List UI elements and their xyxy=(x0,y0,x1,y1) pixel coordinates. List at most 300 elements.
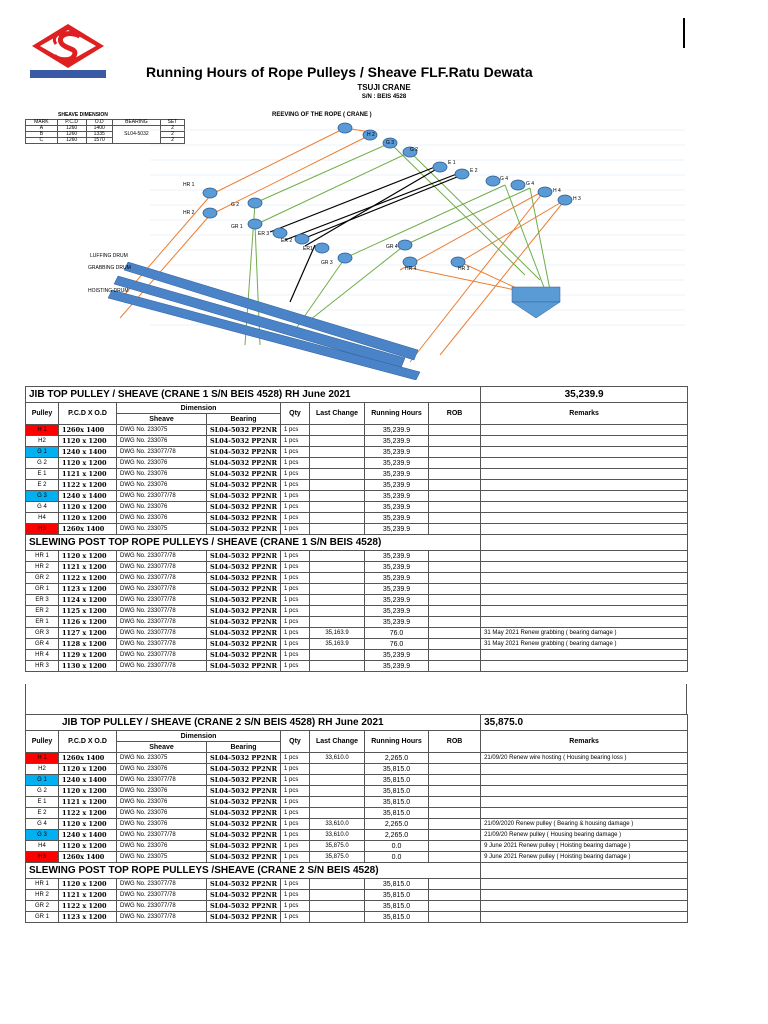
table-row xyxy=(26,562,688,573)
qty-cell: 1 pcs xyxy=(281,513,310,524)
pcd-cell: 1260x 1400 xyxy=(59,852,117,863)
sheave-cell: DWG No. 233076 xyxy=(117,786,207,797)
qty-cell: 1 pcs xyxy=(281,469,310,480)
col-bearing: Bearing xyxy=(207,742,281,753)
bearing-cell: SL04-5032 PP2NR xyxy=(207,808,281,819)
sheave-cell: DWG No. 233077/78 xyxy=(117,639,207,650)
sheave-cell: DWG No. 233077/78 xyxy=(117,650,207,661)
pcd-cell: 1240 x 1400 xyxy=(59,447,117,458)
last-change-cell xyxy=(310,890,365,901)
rob-cell xyxy=(429,890,481,901)
remarks-cell: 21/09/20 Renew wire hosting ( Housing bearing loss ) xyxy=(481,753,688,764)
remarks-cell xyxy=(481,901,688,912)
running-hours-cell: 35,239.9 xyxy=(365,606,429,617)
bearing-cell: SL04-5032 PP2NR xyxy=(207,797,281,808)
qty-cell: 1 pcs xyxy=(281,551,310,562)
running-hours-cell: 35,239.9 xyxy=(365,595,429,606)
bearing-cell: SL04-5032 PP2NR xyxy=(207,617,281,628)
last-change-cell xyxy=(310,491,365,502)
rob-cell xyxy=(429,819,481,830)
table-row xyxy=(26,797,688,808)
table-row xyxy=(26,502,688,513)
pcd-cell: 1120 x 1200 xyxy=(59,841,117,852)
remarks-cell xyxy=(481,912,688,923)
pcd-cell: 1125 x 1200 xyxy=(59,606,117,617)
remarks-cell xyxy=(481,890,688,901)
label-hr1: HR 1 xyxy=(183,182,195,188)
sheave-cell: DWG No. 233075 xyxy=(117,753,207,764)
running-hours-cell: 0.0 xyxy=(365,852,429,863)
rob-cell xyxy=(429,458,481,469)
section-total-empty xyxy=(481,863,688,879)
qty-cell: 1 pcs xyxy=(281,639,310,650)
sheave-cell: DWG No. 233077/78 xyxy=(117,628,207,639)
running-hours-cell: 35,239.9 xyxy=(365,513,429,524)
crane2-jib-table xyxy=(25,714,688,923)
pulley-cell: GR 2 xyxy=(26,573,59,584)
remarks-cell xyxy=(481,617,688,628)
table-row xyxy=(26,890,688,901)
sd-header: BEARING xyxy=(112,120,160,126)
remarks-cell xyxy=(481,562,688,573)
qty-cell: 1 pcs xyxy=(281,617,310,628)
running-hours-cell: 0.0 xyxy=(365,841,429,852)
last-change-cell xyxy=(310,513,365,524)
last-change-cell xyxy=(310,775,365,786)
pulley-cell: ER 3 xyxy=(26,595,59,606)
section-title: SLEWING POST TOP ROPE PULLEYS / SHEAVE (CRANE 1 S/N BEIS 4528) xyxy=(26,535,481,551)
rob-cell xyxy=(429,513,481,524)
pcd-cell: 1121 x 1200 xyxy=(59,562,117,573)
bearing-cell: SL04-5032 PP2NR xyxy=(207,480,281,491)
running-hours-cell: 35,239.9 xyxy=(365,436,429,447)
sheave-cell: DWG No. 233077/78 xyxy=(117,606,207,617)
table-row xyxy=(26,753,688,764)
sheave-cell: DWG No. 233077/78 xyxy=(117,551,207,562)
bearing-cell: SL04-5032 PP2NR xyxy=(207,753,281,764)
last-change-cell xyxy=(310,595,365,606)
last-change-cell: 33,610.0 xyxy=(310,753,365,764)
section-total: 35,239.9 xyxy=(481,387,688,403)
spacer-band xyxy=(25,684,687,714)
table-row xyxy=(26,584,688,595)
table-row xyxy=(26,447,688,458)
remarks-cell xyxy=(481,595,688,606)
pcd-cell: 1260x 1400 xyxy=(59,524,117,535)
remarks-cell xyxy=(481,458,688,469)
remarks-cell xyxy=(481,661,688,672)
pcd-cell: 1240 x 1400 xyxy=(59,775,117,786)
sheave-cell: DWG No. 233077/78 xyxy=(117,879,207,890)
remarks-cell xyxy=(481,436,688,447)
pcd-cell: 1120 x 1200 xyxy=(59,458,117,469)
crane1-jib-table xyxy=(25,386,688,672)
rob-cell xyxy=(429,661,481,672)
pulley-cell: G 1 xyxy=(26,447,59,458)
pcd-cell: 1240 x 1400 xyxy=(59,491,117,502)
pcd-cell: 1129 x 1200 xyxy=(59,650,117,661)
remarks-cell xyxy=(481,808,688,819)
label-hoisting-drum: HOISTING DRUM xyxy=(88,288,129,294)
sheave-dimension-title: SHEAVE DIMENSION xyxy=(58,112,108,118)
bearing-cell: SL04-5032 PP2NR xyxy=(207,562,281,573)
rob-cell xyxy=(429,606,481,617)
crane1-jib-rows xyxy=(26,425,688,535)
col-running-hours: Running Hours xyxy=(365,403,429,425)
bearing-cell: SL04-5032 PP2NR xyxy=(207,890,281,901)
running-hours-cell: 35,239.9 xyxy=(365,584,429,595)
label-hr4: HR 4 xyxy=(405,266,417,272)
qty-cell: 1 pcs xyxy=(281,797,310,808)
bearing-cell: SL04-5032 PP2NR xyxy=(207,425,281,436)
pcd-cell: 1126 x 1200 xyxy=(59,617,117,628)
label-h4: H 4 xyxy=(553,188,561,194)
rob-cell xyxy=(429,573,481,584)
table-row xyxy=(26,764,688,775)
running-hours-cell: 35,239.9 xyxy=(365,650,429,661)
running-hours-cell: 35,239.9 xyxy=(365,524,429,535)
label-e2: E 2 xyxy=(470,168,478,174)
sd-cell: 1260 xyxy=(57,126,86,132)
running-hours-cell: 35,815.0 xyxy=(365,786,429,797)
table-row xyxy=(26,513,688,524)
sd-cell: A xyxy=(26,126,58,132)
running-hours-cell: 35,815.0 xyxy=(365,808,429,819)
table-row xyxy=(26,879,688,890)
crane-serial: S/N : BEIS 4528 xyxy=(361,94,407,100)
bearing-cell: SL04-5032 PP2NR xyxy=(207,584,281,595)
running-hours-cell: 35,239.9 xyxy=(365,491,429,502)
sd-cell: 1260 xyxy=(57,132,86,138)
col-rob: ROB xyxy=(429,731,481,753)
table-row xyxy=(26,661,688,672)
bearing-cell: SL04-5032 PP2NR xyxy=(207,661,281,672)
sd-header: P.C.D xyxy=(57,120,86,126)
running-hours-cell: 35,239.9 xyxy=(365,551,429,562)
rob-cell xyxy=(429,830,481,841)
label-gr1: GR 1 xyxy=(231,224,243,230)
rob-cell xyxy=(429,491,481,502)
pulley-cell: G 2 xyxy=(26,786,59,797)
last-change-cell xyxy=(310,901,365,912)
table-row xyxy=(26,491,688,502)
label-h3: H 3 xyxy=(573,196,581,202)
table-row xyxy=(26,912,688,923)
rob-cell xyxy=(429,617,481,628)
label-gr4: GR 4 xyxy=(386,244,398,250)
qty-cell: 1 pcs xyxy=(281,595,310,606)
pulley-cell: E 1 xyxy=(26,469,59,480)
bearing-cell: SL04-5032 PP2NR xyxy=(207,912,281,923)
label-hr2: HR 2 xyxy=(183,210,195,216)
sheave-cell: DWG No. 233077/78 xyxy=(117,830,207,841)
pulley-cell: HR 2 xyxy=(26,890,59,901)
pulley-cell: G 3 xyxy=(26,830,59,841)
rob-cell xyxy=(429,551,481,562)
sd-cell: 1260 xyxy=(57,138,86,144)
table-row xyxy=(26,458,688,469)
remarks-cell xyxy=(481,447,688,458)
remarks-cell xyxy=(481,524,688,535)
qty-cell: 1 pcs xyxy=(281,764,310,775)
rob-cell xyxy=(429,901,481,912)
bearing-cell: SL04-5032 PP2NR xyxy=(207,436,281,447)
sd-cell: 2 xyxy=(160,132,184,138)
table-row xyxy=(26,841,688,852)
rob-cell xyxy=(429,425,481,436)
label-er3: ER 3 xyxy=(258,231,270,237)
pcd-cell: 1122 x 1200 xyxy=(59,901,117,912)
qty-cell: 1 pcs xyxy=(281,912,310,923)
bearing-cell: SL04-5032 PP2NR xyxy=(207,830,281,841)
qty-cell: 1 pcs xyxy=(281,628,310,639)
table-row xyxy=(26,901,688,912)
sheave-cell: DWG No. 233076 xyxy=(117,764,207,775)
last-change-cell xyxy=(310,606,365,617)
qty-cell: 1 pcs xyxy=(281,650,310,661)
rob-cell xyxy=(429,912,481,923)
table-row xyxy=(26,786,688,797)
pcd-cell: 1260x 1400 xyxy=(59,425,117,436)
last-change-cell xyxy=(310,650,365,661)
pulley-cell: G 1 xyxy=(26,775,59,786)
last-change-cell xyxy=(310,524,365,535)
last-change-cell xyxy=(310,912,365,923)
col-pulley: Pulley xyxy=(26,403,59,425)
sheave-cell: DWG No. 233077/78 xyxy=(117,562,207,573)
table-row xyxy=(26,650,688,661)
qty-cell: 1 pcs xyxy=(281,890,310,901)
pcd-cell: 1121 x 1200 xyxy=(59,797,117,808)
qty-cell: 1 pcs xyxy=(281,502,310,513)
label-er1: ER1 xyxy=(303,246,313,252)
running-hours-cell: 35,815.0 xyxy=(365,912,429,923)
pulley-cell: H2 xyxy=(26,436,59,447)
rob-cell xyxy=(429,808,481,819)
qty-cell: 1 pcs xyxy=(281,830,310,841)
remarks-cell: 31 May 2021 Renew grabbing ( bearing damage ) xyxy=(481,639,688,650)
qty-cell: 1 pcs xyxy=(281,491,310,502)
last-change-cell xyxy=(310,480,365,491)
pulley-cell: G 4 xyxy=(26,819,59,830)
table-row xyxy=(26,808,688,819)
label-grabbing-drum: GRABBING DRUM xyxy=(88,265,131,271)
sd-cell: C xyxy=(26,138,58,144)
pulley-cell: GR 3 xyxy=(26,628,59,639)
rob-cell xyxy=(429,469,481,480)
qty-cell: 1 pcs xyxy=(281,901,310,912)
sheave-cell: DWG No. 233077/78 xyxy=(117,661,207,672)
section-total: 35,875.0 xyxy=(481,715,688,731)
qty-cell: 1 pcs xyxy=(281,447,310,458)
qty-cell: 1 pcs xyxy=(281,524,310,535)
col-pulley: Pulley xyxy=(26,731,59,753)
label-g4-b: G 4 xyxy=(526,181,535,187)
qty-cell: 1 pcs xyxy=(281,584,310,595)
last-change-cell xyxy=(310,469,365,480)
pcd-cell: 1120 x 1200 xyxy=(59,819,117,830)
last-change-cell xyxy=(310,551,365,562)
sheave-cell: DWG No. 233077/78 xyxy=(117,447,207,458)
last-change-cell: 33,610.0 xyxy=(310,819,365,830)
col-pcd: P.C.D X O.D xyxy=(59,731,117,753)
sd-header: O.D xyxy=(86,120,112,126)
remarks-cell: 9 June 2021 Renew pulley ( Hoisting bearing damage ) xyxy=(481,852,688,863)
rob-cell xyxy=(429,879,481,890)
col-running-hours: Running Hours xyxy=(365,731,429,753)
label-luffing-drum: LUFFING DRUM xyxy=(90,253,128,259)
col-remarks: Remarks xyxy=(481,731,688,753)
hook-block xyxy=(512,287,560,318)
sheave-cell: DWG No. 233076 xyxy=(117,458,207,469)
last-change-cell xyxy=(310,425,365,436)
bearing-cell: SL04-5032 PP2NR xyxy=(207,650,281,661)
last-change-cell xyxy=(310,562,365,573)
remarks-cell: 9 June 2021 Renew pulley ( Hoisting bearing damage ) xyxy=(481,841,688,852)
remarks-cell xyxy=(481,502,688,513)
table-row xyxy=(26,639,688,650)
sheave-cell: DWG No. 233077/78 xyxy=(117,573,207,584)
sheave-cell: DWG No. 233076 xyxy=(117,502,207,513)
running-hours-cell: 35,815.0 xyxy=(365,797,429,808)
pcd-cell: 1124 x 1200 xyxy=(59,595,117,606)
label-e1: E 1 xyxy=(448,160,456,166)
bearing-cell: SL04-5032 PP2NR xyxy=(207,491,281,502)
col-qty: Qty xyxy=(281,403,310,425)
pcd-cell: 1123 x 1200 xyxy=(59,912,117,923)
table-row xyxy=(26,819,688,830)
qty-cell: 1 pcs xyxy=(281,841,310,852)
remarks-cell xyxy=(481,480,688,491)
pulley-cell: HR 1 xyxy=(26,879,59,890)
qty-cell: 1 pcs xyxy=(281,753,310,764)
sheave-cell: DWG No. 233077/78 xyxy=(117,912,207,923)
running-hours-cell: 35,239.9 xyxy=(365,447,429,458)
section-title: JIB TOP PULLEY / SHEAVE (CRANE 1 S/N BEIS 4528) RH June 2021 xyxy=(26,387,481,403)
qty-cell: 1 pcs xyxy=(281,573,310,584)
col-last-change: Last Change xyxy=(310,731,365,753)
crane1-slewing-rows xyxy=(26,551,688,672)
pulley-cell: G 4 xyxy=(26,502,59,513)
label-g2b: G 2 xyxy=(231,202,240,208)
sheave-cell: DWG No. 233077/78 xyxy=(117,775,207,786)
sheave-cell: DWG No. 233076 xyxy=(117,513,207,524)
bearing-cell: SL04-5032 PP2NR xyxy=(207,764,281,775)
last-change-cell: 35,875.0 xyxy=(310,852,365,863)
rob-cell xyxy=(429,524,481,535)
running-hours-cell: 35,239.9 xyxy=(365,661,429,672)
pulley-cell: H4 xyxy=(26,841,59,852)
sheave-cell: DWG No. 233075 xyxy=(117,425,207,436)
remarks-cell xyxy=(481,584,688,595)
col-dimension: Dimension xyxy=(117,403,281,414)
last-change-cell: 35,163.9 xyxy=(310,639,365,650)
running-hours-cell: 76.0 xyxy=(365,628,429,639)
bearing-cell: SL04-5032 PP2NR xyxy=(207,775,281,786)
table-row xyxy=(26,524,688,535)
pcd-cell: 1122 x 1200 xyxy=(59,480,117,491)
bearing-cell: SL04-5032 PP2NR xyxy=(207,786,281,797)
sheave-cell: DWG No. 233075 xyxy=(117,524,207,535)
remarks-cell xyxy=(481,764,688,775)
bearing-cell: SL04-5032 PP2NR xyxy=(207,513,281,524)
last-change-cell xyxy=(310,447,365,458)
bearing-cell: SL04-5032 PP2NR xyxy=(207,447,281,458)
rob-cell xyxy=(429,436,481,447)
last-change-cell: 33,610.0 xyxy=(310,830,365,841)
running-hours-cell: 35,239.9 xyxy=(365,425,429,436)
crane2-jib-rows xyxy=(26,753,688,863)
qty-cell: 1 pcs xyxy=(281,775,310,786)
qty-cell: 1 pcs xyxy=(281,879,310,890)
col-last-change: Last Change xyxy=(310,403,365,425)
pulley-cell: HR 2 xyxy=(26,562,59,573)
bearing-cell: SL04-5032 PP2NR xyxy=(207,628,281,639)
pulley-cell: E 2 xyxy=(26,480,59,491)
logo-caption-band xyxy=(30,70,106,78)
pcd-cell: 1123 x 1200 xyxy=(59,584,117,595)
col-rob: ROB xyxy=(429,403,481,425)
last-change-cell: 35,163.9 xyxy=(310,628,365,639)
qty-cell: 1 pcs xyxy=(281,436,310,447)
sheave-cell: DWG No. 233076 xyxy=(117,436,207,447)
remarks-cell xyxy=(481,425,688,436)
sheave-cell: DWG No. 233076 xyxy=(117,819,207,830)
col-sheave: Sheave xyxy=(117,414,207,425)
remarks-cell xyxy=(481,650,688,661)
col-qty: Qty xyxy=(281,731,310,753)
sheave-cell: DWG No. 233077/78 xyxy=(117,901,207,912)
col-pcd: P.C.D X O.D xyxy=(59,403,117,425)
running-hours-cell: 35,815.0 xyxy=(365,775,429,786)
sd-cell: 2 xyxy=(160,126,184,132)
rob-cell xyxy=(429,841,481,852)
last-change-cell: 35,875.0 xyxy=(310,841,365,852)
bearing-cell: SL04-5032 PP2NR xyxy=(207,469,281,480)
label-g4-a: G 4 xyxy=(500,176,509,182)
bearing-cell: SL04-5032 PP2NR xyxy=(207,606,281,617)
section-title: SLEWING POST TOP ROPE PULLEYS /SHEAVE (CRANE 2 S/N BEIS 4528) xyxy=(26,863,481,879)
table-row xyxy=(26,425,688,436)
remarks-cell xyxy=(481,573,688,584)
table-row xyxy=(26,573,688,584)
sd-cell: 2 xyxy=(160,138,184,144)
pcd-cell: 1121 x 1200 xyxy=(59,890,117,901)
col-dimension: Dimension xyxy=(117,731,281,742)
bearing-cell: SL04-5032 PP2NR xyxy=(207,841,281,852)
sheave-cell: DWG No. 233076 xyxy=(117,841,207,852)
running-hours-cell: 35,239.9 xyxy=(365,502,429,513)
bearing-cell: SL04-5032 PP2NR xyxy=(207,502,281,513)
sheave-cell: DWG No. 233077/78 xyxy=(117,595,207,606)
running-hours-cell: 35,815.0 xyxy=(365,890,429,901)
pulley-cell: H 1 xyxy=(26,425,59,436)
pcd-cell: 1260x 1400 xyxy=(59,753,117,764)
rob-cell xyxy=(429,852,481,863)
pcd-cell: 1120 x 1200 xyxy=(59,764,117,775)
label-er2: ER 2 xyxy=(281,238,293,244)
pcd-cell: 1128 x 1200 xyxy=(59,639,117,650)
remarks-cell xyxy=(481,879,688,890)
pcd-cell: 1122 x 1200 xyxy=(59,573,117,584)
page-title: Running Hours of Rope Pulleys / Sheave FLF.Ratu Dewata xyxy=(146,64,533,80)
rob-cell xyxy=(429,753,481,764)
pulley-cell: ER 2 xyxy=(26,606,59,617)
sheave-cell: DWG No. 233076 xyxy=(117,469,207,480)
running-hours-cell: 76.0 xyxy=(365,639,429,650)
last-change-cell xyxy=(310,502,365,513)
last-change-cell xyxy=(310,458,365,469)
